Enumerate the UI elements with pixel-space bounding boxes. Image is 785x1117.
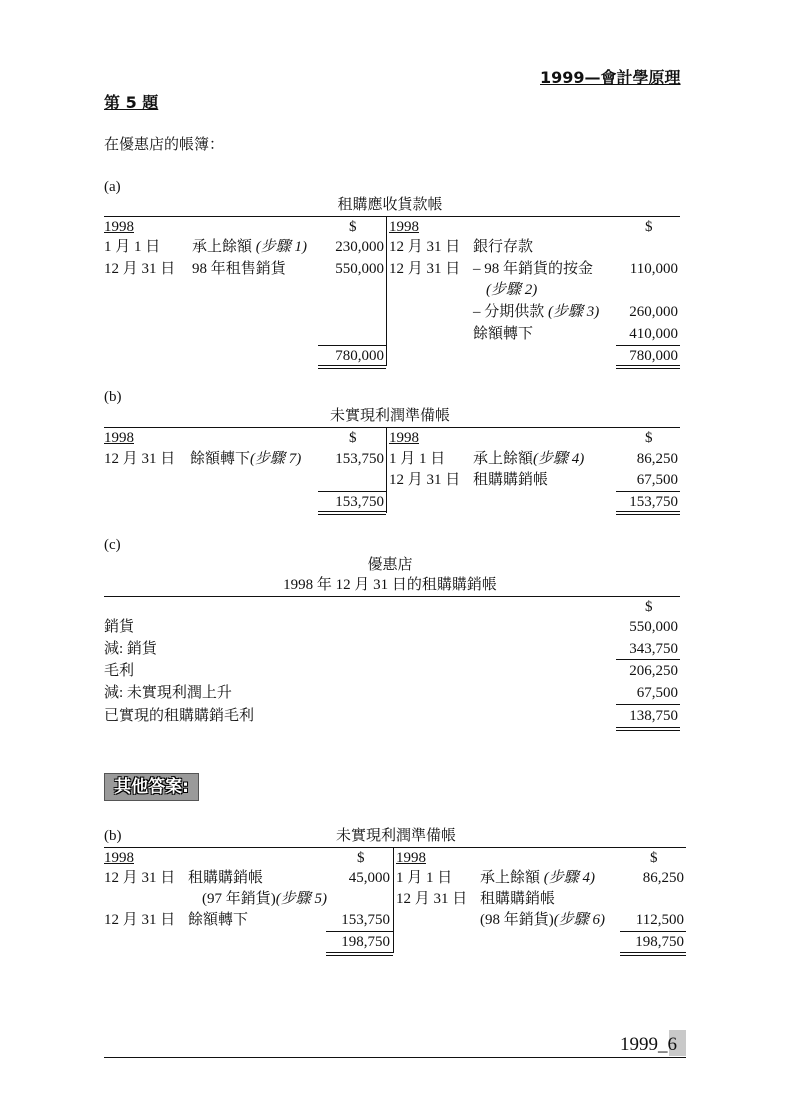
ledger-a-right-double-rule (616, 365, 680, 369)
ledger-a-left-desc: 98 年租售銷貨 (192, 261, 286, 277)
ledger-other-left-double-rule (326, 952, 393, 956)
ledger-a-title: 租購應收貨款帳 (337, 197, 443, 213)
ledger-b-left-total: 153,750 (335, 494, 384, 510)
ledger-a-left-total: 780,000 (335, 348, 384, 364)
ledger-b-right-amount: 86,250 (636, 451, 678, 467)
ledger-other-right-amount: 86,250 (642, 870, 684, 886)
ledger-b-right-date: 12 月 31 日 (389, 472, 461, 488)
ledger-b-right-year: 1998 (389, 430, 419, 446)
ledger-a-right-date: 12 月 31 日 (389, 239, 461, 255)
ledger-a-left-date: 1 月 1 日 (104, 239, 161, 255)
ledger-b-right-date: 1 月 1 日 (389, 451, 446, 467)
ledger-other-right-desc: (98 年銷貨)(步驟 6) (480, 912, 605, 928)
statement-sum-rule (616, 704, 680, 705)
ledger-b-left-double-rule (318, 511, 386, 515)
document-title: 1999—會計學原理 (540, 68, 681, 87)
statement-row-amount: 343,750 (629, 641, 678, 657)
ledger-other-divider (393, 847, 394, 953)
intro-text: 在優惠店的帳簿： (104, 137, 225, 153)
ledger-other-left-year: 1998 (104, 850, 134, 866)
ledger-other-left-dollar: $ (357, 850, 365, 866)
statement-sum-rule (616, 659, 680, 660)
ledger-other-right-year: 1998 (396, 850, 426, 866)
ledger-other-left-desc: (97 年銷貨)(步驟 5) (202, 891, 327, 907)
ledger-a-left-desc: 承上餘額 (步驟 1) (192, 239, 308, 255)
ledger-a-right-dollar: $ (645, 219, 653, 235)
ledger-a-right-desc: – 分期供款 (步驟 3) (473, 304, 600, 320)
part-b-label: (b) (104, 389, 122, 405)
page-number: 1999_6 (620, 1034, 677, 1055)
ledger-other-left-date: 12 月 31 日 (104, 870, 176, 886)
statement-row-label: 減: 銷貨 (104, 641, 157, 657)
statement-row-amount: 206,250 (629, 663, 678, 679)
footer-rule (104, 1057, 686, 1058)
statement-row-amount: 67,500 (636, 685, 678, 701)
ledger-other-right-desc: 租購購銷帳 (480, 891, 556, 907)
ledger-b-right-amount: 67,500 (636, 472, 678, 488)
other-part-b-label: (b) (104, 828, 122, 844)
ledger-other-top-rule (104, 847, 686, 848)
ledger-a-top-rule (104, 216, 680, 217)
ledger-other-right-dollar: $ (650, 850, 658, 866)
ledger-other-left-amount: 153,750 (341, 912, 390, 928)
ledger-a-divider (386, 216, 387, 366)
statement-row-label: 減: 未實現利潤上升 (104, 685, 232, 701)
ledger-a-left-amount: 550,000 (335, 261, 384, 277)
ledger-b-left-amount: 153,750 (335, 451, 384, 467)
ledger-other-left-total: 198,750 (341, 934, 390, 950)
statement-title-1: 優惠店 (367, 557, 413, 573)
ledger-other-left-sum-rule (326, 931, 393, 932)
ledger-a-right-desc: – 98 年銷貨的按金 (473, 261, 594, 277)
statement-dollar: $ (645, 599, 653, 615)
statement-double-rule (616, 727, 680, 731)
statement-row-amount: 550,000 (629, 619, 678, 635)
statement-row-label: 已實現的租購購銷毛利 (104, 708, 255, 724)
ledger-a-right-desc: 餘額轉下 (473, 326, 534, 342)
ledger-a-right-amount: 260,000 (629, 304, 678, 320)
ledger-a-right-desc: 銀行存款 (473, 239, 534, 255)
ledger-b-left-date: 12 月 31 日 (104, 451, 176, 467)
ledger-b-right-desc: 承上餘額(步驟 4) (473, 451, 585, 467)
ledger-a-right-total: 780,000 (629, 348, 678, 364)
ledger-b-right-double-rule (616, 511, 680, 515)
ledger-other-right-double-rule (620, 952, 686, 956)
ledger-other-title: 未實現利潤準備帳 (335, 828, 456, 844)
part-c-label: (c) (104, 537, 121, 553)
ledger-other-right-date: 12 月 31 日 (396, 891, 468, 907)
ledger-other-right-amount: 112,500 (635, 912, 684, 928)
ledger-b-title: 未實現利潤準備帳 (329, 408, 450, 424)
ledger-b-left-year: 1998 (104, 430, 134, 446)
ledger-b-left-desc: 餘額轉下(步驟 7) (190, 451, 302, 467)
ledger-a-right-date: 12 月 31 日 (389, 261, 461, 277)
question-heading: 第 5 題 (104, 93, 159, 112)
statement-row-label: 銷貨 (104, 619, 135, 635)
statement-top-rule (104, 596, 680, 597)
ledger-a-left-amount: 230,000 (335, 239, 384, 255)
statement-title-2: 1998 年 12 月 31 日的租購購銷帳 (283, 577, 497, 593)
ledger-b-right-dollar: $ (645, 430, 653, 446)
ledger-b-right-sum-rule (616, 491, 680, 492)
ledger-a-right-year: 1998 (389, 219, 419, 235)
ledger-a-left-sum-rule (318, 345, 386, 346)
ledger-other-right-date: 1 月 1 日 (396, 870, 453, 886)
ledger-other-right-desc: 承上餘額 (步驟 4) (480, 870, 596, 886)
ledger-b-left-dollar: $ (349, 430, 357, 446)
ledger-b-left-sum-rule (318, 491, 386, 492)
statement-row-label: 毛利 (104, 663, 135, 679)
statement-row-amount: 138,750 (629, 708, 678, 724)
ledger-other-right-total: 198,750 (635, 934, 684, 950)
part-a-label: (a) (104, 179, 121, 195)
ledger-a-left-dollar: $ (349, 219, 357, 235)
ledger-a-left-double-rule (318, 365, 386, 369)
ledger-other-right-sum-rule (620, 931, 686, 932)
ledger-b-right-total: 153,750 (629, 494, 678, 510)
ledger-other-left-desc: 餘額轉下 (188, 912, 249, 928)
ledger-a-right-note: (步驟 2) (486, 282, 538, 298)
ledger-a-left-year: 1998 (104, 219, 134, 235)
ledger-b-right-desc: 租購購銷帳 (473, 472, 549, 488)
ledger-other-left-amount: 45,000 (348, 870, 390, 886)
ledger-a-right-sum-rule (616, 345, 680, 346)
ledger-b-top-rule (104, 427, 680, 428)
ledger-a-left-date: 12 月 31 日 (104, 261, 176, 277)
other-answer-badge: 其他答案: (104, 773, 199, 801)
ledger-other-left-desc: 租購購銷帳 (188, 870, 264, 886)
ledger-a-right-amount: 410,000 (629, 326, 678, 342)
ledger-a-right-amount: 110,000 (629, 261, 678, 277)
ledger-other-left-date: 12 月 31 日 (104, 912, 176, 928)
ledger-b-divider (386, 427, 387, 513)
